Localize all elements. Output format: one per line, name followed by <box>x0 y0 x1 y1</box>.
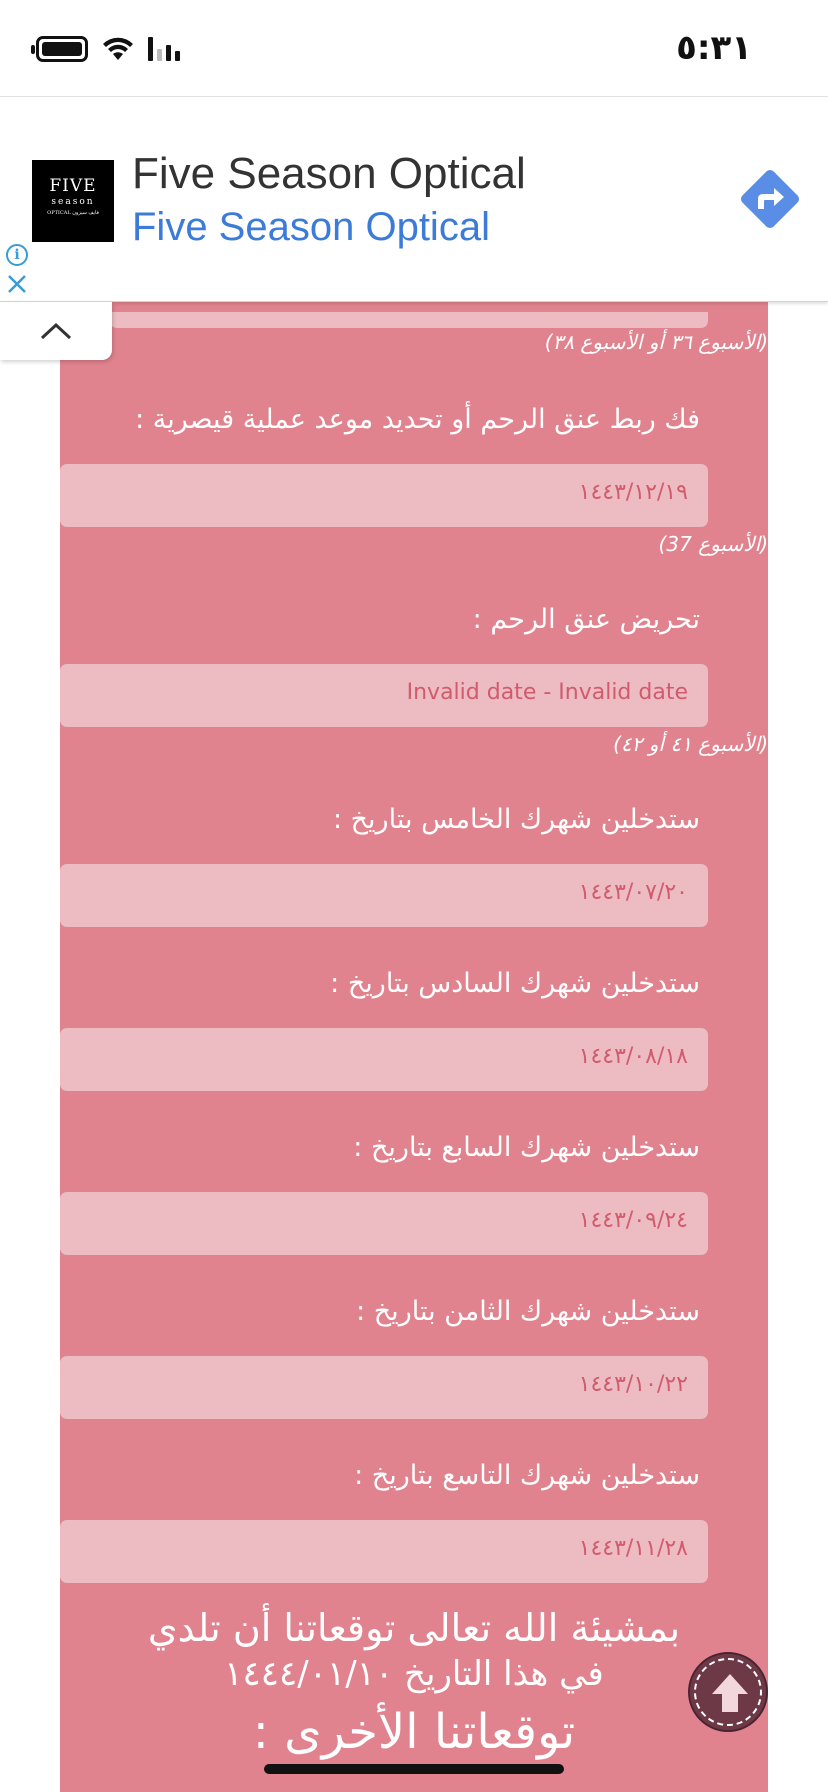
item-label: تحريض عنق الرحم : <box>472 604 700 635</box>
date-value: ١٤٤٣/٠٨/١٨ <box>578 1044 688 1069</box>
ad-banner[interactable] <box>0 96 828 302</box>
ad-logo[interactable] <box>32 160 114 242</box>
item-label: ستدخلين شهرك السابع بتاريخ : <box>353 1132 700 1163</box>
item-label: ستدخلين شهرك التاسع بتاريخ : <box>354 1460 700 1491</box>
ad-subtitle-link[interactable]: Five Season Optical <box>132 205 490 249</box>
item-label: ستدخلين شهرك الثامن بتاريخ : <box>356 1296 700 1327</box>
status-icons <box>36 36 180 62</box>
status-time: ٥:٣١ <box>676 28 752 68</box>
date-value: ١٤٤٣/١٢/١٩ <box>578 480 688 505</box>
week-note: (الأسبوع ٤١ أو ٤٢) <box>613 732 768 756</box>
item-label: ستدخلين شهرك الخامس بتاريخ : <box>332 804 700 835</box>
ad-logo-line1: FIVE <box>49 176 97 196</box>
date-value: ١٤٤٣/١١/٢٨ <box>578 1536 688 1561</box>
date-value: Invalid date - Invalid date <box>406 680 688 705</box>
wifi-icon <box>102 36 134 62</box>
ad-logo-line2: season <box>51 197 95 207</box>
date-field <box>60 1520 708 1583</box>
directions-icon[interactable] <box>734 163 806 235</box>
ad-logo-line3: OPTICAL فايف سيزون <box>47 210 99 216</box>
signal-icon <box>148 37 180 61</box>
chevron-up-icon <box>40 322 72 340</box>
date-field <box>60 664 708 727</box>
arrow-up-icon <box>710 1672 750 1714</box>
date-value: ١٤٤٣/١٠/٢٢ <box>578 1372 688 1397</box>
date-field <box>60 1028 708 1091</box>
date-field <box>60 464 708 527</box>
home-indicator <box>264 1764 564 1774</box>
scroll-top-button[interactable] <box>688 1652 768 1732</box>
previous-date-box <box>110 312 708 328</box>
expected-birth-text: بمشيئة الله تعالى توقعاتنا أن تلدي <box>147 1606 681 1650</box>
date-field <box>60 1192 708 1255</box>
expected-birth-date: في هذا التاريخ ١٤٤٤/٠١/١٠ <box>224 1654 604 1694</box>
ad-info-icon[interactable]: i <box>6 244 28 266</box>
date-value: ١٤٤٣/٠٧/٢٠ <box>578 880 688 905</box>
ad-title[interactable]: Five Season Optical <box>132 149 526 198</box>
ad-collapse-tab[interactable] <box>0 302 112 360</box>
item-label: ستدخلين شهرك السادس بتاريخ : <box>330 968 700 999</box>
date-field <box>60 1356 708 1419</box>
ad-close-icon[interactable] <box>5 272 29 296</box>
week-note: (الأسبوع 37) <box>658 532 768 556</box>
date-field <box>60 864 708 927</box>
week-note: (الأسبوع ٣٦ أو الأسبوع ٣٨) <box>544 330 768 354</box>
item-label: فك ربط عنق الرحم أو تحديد موعد عملية قيصرية : <box>135 404 700 435</box>
status-bar <box>0 0 828 96</box>
battery-icon <box>36 36 88 62</box>
date-value: ١٤٤٣/٠٩/٢٤ <box>578 1208 688 1233</box>
other-expectations-heading: توقعاتنا الأخرى : <box>252 1704 576 1760</box>
